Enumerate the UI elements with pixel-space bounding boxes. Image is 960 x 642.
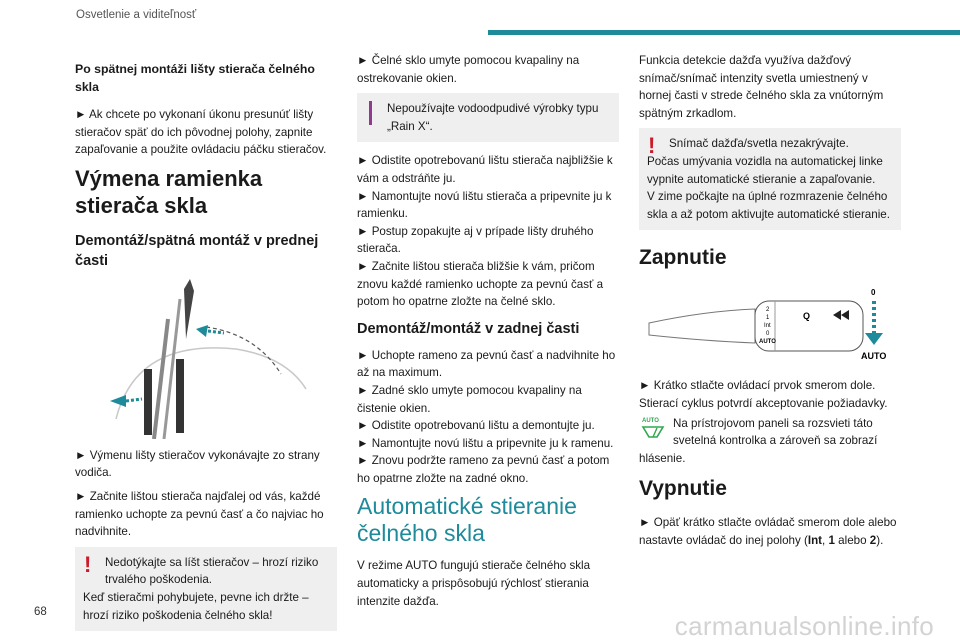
- position-int: Int: [807, 533, 823, 547]
- paragraph: V režime AUTO fungujú stierače čelného skla automaticky a prispôsobujú rýchlosť stierania intenzite dažďa.: [357, 559, 591, 608]
- page-number: 68: [34, 606, 47, 618]
- paragraph: ► Postup zopakujte aj v prípade lišty druhého stierača.: [357, 224, 594, 256]
- text-run: ,: [822, 533, 829, 547]
- paragraph: ► Čelné sklo umyte pomocou kvapaliny na ostrekovanie okien.: [357, 54, 580, 85]
- position-2: 2: [869, 533, 877, 547]
- watermark: carmanualsonline.info: [674, 611, 934, 641]
- position-1: 1: [828, 533, 835, 547]
- header-accent-bar: [488, 30, 960, 35]
- warning-text: Keď stieračmi pohybujete, pevne ich držte – hrozí riziko poškodenia čelného skla!: [83, 590, 309, 622]
- section-heading-auto-wipe: Automatické stieranie čelného skla: [357, 493, 577, 547]
- stalk-label-auto: AUTO: [759, 339, 776, 346]
- paragraph: ► Uchopte rameno za pevnú časť a nadvihnite ho až na maximum.: [357, 348, 616, 380]
- warning-text: Nedotýkajte sa líšt stieračov – hrozí riziko trvalého poškodenia.: [105, 555, 319, 587]
- section-heading-on: Zapnutie: [639, 246, 727, 270]
- down-arrow-icon: [865, 333, 883, 345]
- stalk-label-int: Int: [764, 323, 771, 330]
- paragraph: ► Namontujte novú lištu stierača a pripevnite ju k ramienku.: [357, 189, 612, 221]
- section-heading-wiper-replacement: Výmena ramienka stierača skla: [75, 165, 263, 218]
- column-left: [75, 52, 337, 641]
- warning-text: Počas umývania vozidla na automatickej linke vypnite automatické stieranie a zapaľovanie.: [647, 154, 883, 186]
- paragraph: ► Odistite opotrebovanú lištu a demontujte ju.: [357, 419, 595, 433]
- figure-label-0: 0: [871, 288, 876, 298]
- paragraph-off: [639, 514, 901, 549]
- fast-forward-icon: [833, 310, 849, 320]
- stalk-illustration: [639, 283, 901, 363]
- front-wiper-illustration: [75, 279, 337, 439]
- subheading-rear-removal: Demontáž/montáž v zadnej časti: [357, 320, 580, 337]
- subheading-front-removal: Demontáž/spätná montáž v prednej časti: [75, 232, 319, 269]
- column-middle: [357, 52, 619, 616]
- warning-text: Snímač dažďa/svetla nezakrývajte.: [669, 137, 849, 151]
- paragraph: ► Zadné sklo umyte pomocou kvapaliny na čistenie okien.: [357, 383, 582, 415]
- text-run: ).: [876, 533, 884, 547]
- info-box: [357, 93, 619, 142]
- paragraph: ► Výmenu lišty stieračov vykonávajte zo strany vodiča.: [75, 448, 320, 480]
- stalk-label-0: 0: [766, 331, 770, 338]
- paragraph: ► Začnite lištou stierača bližšie k vám, pričom znovu každé ramienko uchopte za pevnú časť a potom ho opatrne zložte na čelné sklo.: [357, 259, 604, 309]
- stalk-label-1: 1: [766, 315, 770, 322]
- running-header: Osvetlenie a viditeľnosť: [76, 9, 197, 21]
- wiper-lift-figure: [96, 279, 316, 439]
- paragraph: ► Ak chcete po vykonaní úkonu presunúť lišty stieračov späť do ich pôvodnej polohy, zapnite zapaľovanie a použite ovládaciu páčku stieračov.: [75, 108, 327, 157]
- text-run: ► Opäť krátko stlačte ovládač smerom dole alebo nastavte ovládač do inej polohy (: [639, 516, 897, 547]
- indicator-label: AUTO: [642, 417, 659, 424]
- warning-box: [639, 128, 901, 230]
- wiper-stalk-figure: [645, 283, 895, 363]
- info-text: Nepoužívajte vodoodpudivé výrobky typu „Rain X“.: [387, 102, 599, 133]
- stalk-label-q: Q: [803, 311, 811, 322]
- info-icon: [369, 101, 372, 125]
- warning-text: V zime počkajte na úplné rozmrazenie čelného skla a až potom aktivujte automatické stieranie.: [647, 190, 890, 221]
- warning-icon: !: [648, 133, 656, 159]
- paragraph: ► Znovu podržte rameno za pevnú časť a potom ho opatrne zložte na zadné okno.: [357, 454, 610, 485]
- paragraph: ► Krátko stlačte ovládací prvok smerom dole. Stierací cyklus potvrdí akceptovanie požiadavky.: [639, 379, 888, 410]
- text-run: alebo: [834, 533, 870, 547]
- warning-icon: !: [84, 551, 92, 577]
- indicator-paragraph: [639, 415, 901, 468]
- paragraph: ► Začnite lištou stierača najďalej od vás, každé ramienko uchopte za pevnú časť a čo najviac ho nadvihnite.: [75, 489, 324, 539]
- section-heading-off: Vypnutie: [639, 477, 727, 501]
- paragraph: Funkcia detekcie dažďa využíva dažďový snímač/snímač intenzity svetla umiestnený v hornej časti v strede čelného skla za vnútorným spätným zrkadlom.: [639, 54, 884, 120]
- paragraph: ► Namontujte novú lištu a pripevnite ju k ramenu.: [357, 436, 614, 450]
- figure-label-auto: AUTO: [861, 351, 887, 362]
- paragraph: Na prístrojovom paneli sa rozsvieti táto svetelná kontrolka a zároveň sa zobrazí hlásenie.: [639, 416, 878, 465]
- stalk-label-2: 2: [766, 307, 770, 314]
- subheading-after-refit: Po spätnej montáži lišty stierača čelného skla: [75, 62, 315, 94]
- auto-wipe-indicator-icon: [639, 415, 667, 441]
- column-right: [639, 52, 901, 556]
- warning-box: [75, 547, 337, 631]
- paragraph: ► Odistite opotrebovanú lištu stierača najbližšie k vám a odstráňte ju.: [357, 154, 613, 185]
